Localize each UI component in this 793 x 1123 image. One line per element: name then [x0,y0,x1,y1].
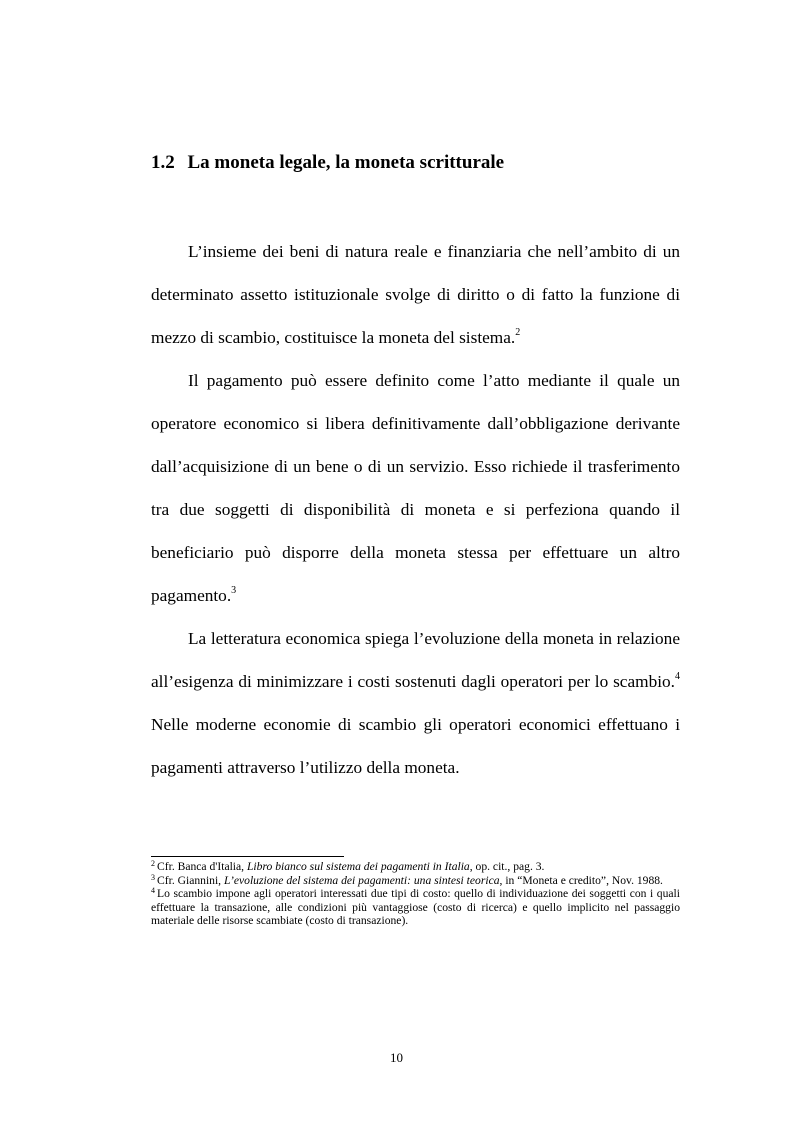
footnote-title: L’evoluzione del sistema dei pagamenti: una sintesi teorica [223,873,500,887]
section-heading [151,152,504,174]
footnote-text: Lo scambio impone agli operatori interessati due tipi di costo: quello di individuazione dei soggetti con i quali effettuare la transazione, alle condizioni più vantaggiose (costo di ricerca) e quello implicito nel passaggio materiale delle risorse scambiate (costo di transazione). [151,887,680,928]
footnote-text: Cfr. Giannini, [157,873,224,887]
body-paragraph-3 [151,617,680,789]
paragraph-text: Il pagamento può essere definito come l’atto mediante il quale un operatore economico si libera definitivamente dall’obbligazione derivante dall’acquisizione di un bene o di un servizio. Esso richiede il trasferimento tra due soggetti di disponibilità di moneta e si perfeziona quando il beneficiario può disporre della moneta stessa per effettuare un altro pagamento. [151,371,680,605]
body-paragraph-1 [151,230,680,359]
footnote-divider [151,856,344,857]
footnote-reference[interactable]: 2 [515,327,521,338]
footnote-text: Cfr. Banca d'Italia, [157,860,247,873]
footnote-number: 2 [151,859,155,868]
footnote-reference[interactable]: 3 [231,585,237,596]
footnote-title: Libro bianco sul sistema dei pagamenti in Italia [246,860,470,873]
footnote-2 [151,860,680,874]
page-number: 10 [390,1050,403,1065]
footnote-3 [151,874,680,888]
footnote-text: , in “Moneta e credito”, Nov. 1988. [499,873,663,887]
body-paragraph-2 [151,359,680,617]
footnote-reference[interactable]: 4 [675,671,680,682]
footnote-text: , op. cit., pag. 3. [469,860,545,873]
paragraph-text: La letteratura economica spiega l’evoluzione della moneta in relazione all’esigenza di minimizzare i costi sostenuti dagli operatori per lo scambio. [151,629,680,691]
section-number: 1.2 [151,152,175,173]
footnote-4 [151,887,680,928]
footnotes-section [151,860,680,928]
paragraph-text: L’insieme dei beni di natura reale e finanziaria che nell’ambito di un determinato assetto istituzionale svolge di diritto o di fatto la funzione di mezzo di scambio, costituisce la moneta del sistema. [151,242,680,347]
footnote-number: 4 [151,886,155,896]
paragraph-text: Nelle moderne economie di scambio gli operatori economici effettuano i pagamenti attraverso l’utilizzo della moneta. [151,715,680,777]
footnote-number: 3 [151,872,155,882]
section-title: La moneta legale, la moneta scritturale [187,152,505,173]
